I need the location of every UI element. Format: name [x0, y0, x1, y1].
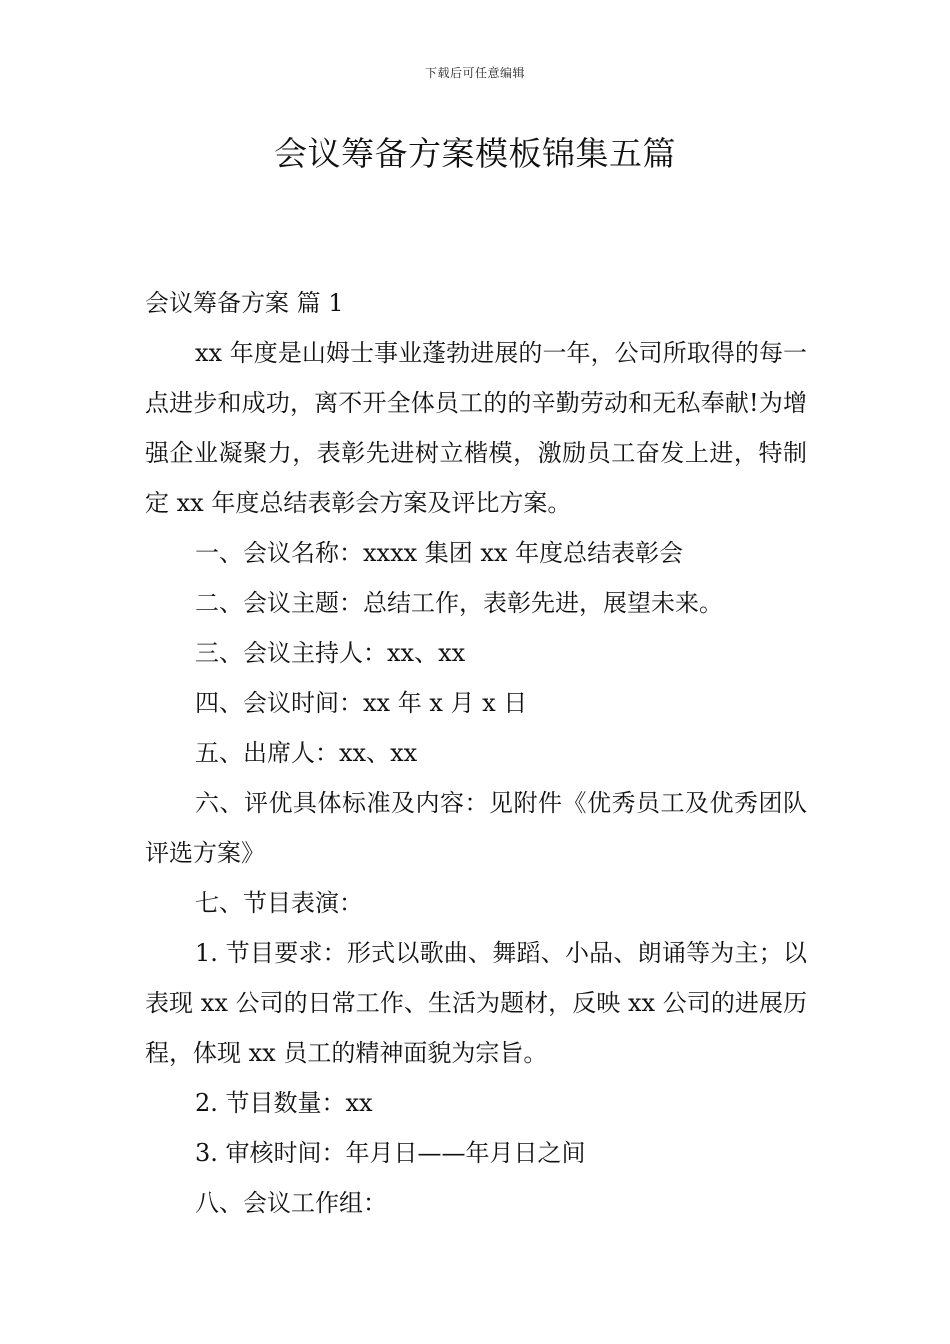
item-evaluation-criteria: 六、评优具体标准及内容：见附件《优秀员工及优秀团队评选方案》: [145, 789, 807, 867]
item-meeting-theme: 二、会议主题：总结工作，表彰先进，展望未来。: [195, 589, 723, 617]
document-body: [145, 278, 807, 1228]
item-meeting-host: 三、会议主持人：xx、xx: [195, 639, 466, 667]
item-meeting-name: 一、会议名称：xxxx 集团 xx 年度总结表彰会: [195, 539, 684, 567]
section-heading: 会议筹备方案 篇 1: [145, 289, 344, 317]
sub-item-review-time: 3. 审核时间：年月日——年月日之间: [195, 1139, 586, 1167]
document-title: 会议筹备方案模板锦集五篇: [274, 134, 676, 173]
sub-item-program-count: 2. 节目数量：xx: [195, 1089, 373, 1117]
sub-item-program-requirements: 1. 节目要求：形式以歌曲、舞蹈、小品、朗诵等为主；以表现 xx 公司的日常工作、生活为题材，反映 xx 公司的进展历程，体现 xx 员工的精神面貌为宗旨。: [145, 939, 807, 1067]
item-meeting-time: 四、会议时间：xx 年 x 月 x 日: [195, 689, 528, 717]
item-working-group: 八、会议工作组：: [195, 1189, 387, 1217]
header-note: 下载后可任意编辑: [424, 66, 525, 80]
item-attendees: 五、出席人：xx、xx: [195, 739, 418, 767]
item-performances: 七、节目表演：: [195, 889, 363, 917]
intro-paragraph: xx 年度是山姆士事业蓬勃进展的一年，公司所取得的每一点进步和成功，离不开全体员工的的辛勤劳动和无私奉献!为增强企业凝聚力，表彰先进树立楷模，激励员工奋发上进，特制定 xx 年度总结表彰会方案及评比方案。: [145, 339, 807, 517]
